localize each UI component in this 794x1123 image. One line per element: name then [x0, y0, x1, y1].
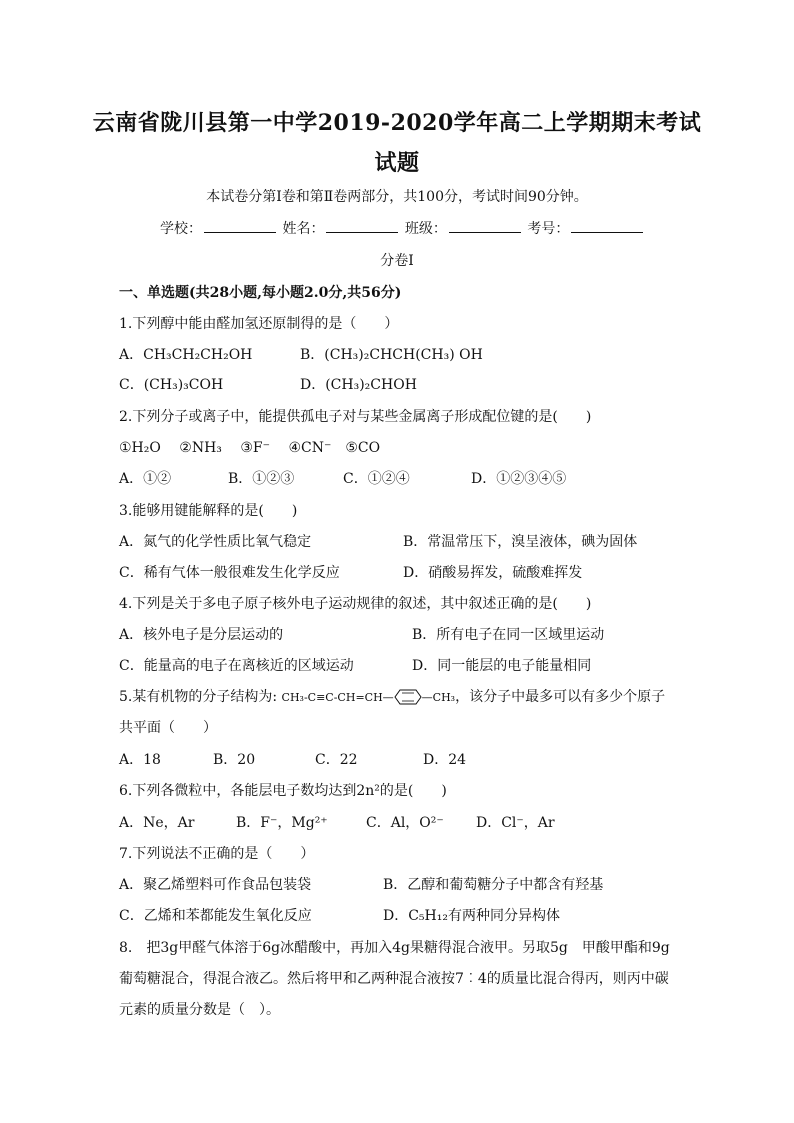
q1-option-a: A．CH₃CH₂CH₂OH	[119, 347, 253, 363]
name-blank[interactable]	[326, 220, 398, 233]
benzene-ring-icon	[394, 689, 422, 705]
q8-line3: 元素的质量分数是（ ）。	[119, 1002, 280, 1018]
q5-option-a: A．18	[119, 752, 161, 768]
q5-structure-left: CH₃-C≡C-CH=CH—	[281, 691, 394, 704]
q7-option-c: C．乙烯和苯都能发生氧化反应	[119, 908, 312, 924]
q6-option-c: C．Al，O²⁻	[366, 815, 444, 831]
q7-option-b: B．乙醇和葡萄糖分子中都含有羟基	[383, 877, 604, 893]
q8-line2: 葡萄糖混合，得混合液乙。然后将甲和乙两种混合液按7︰4的质量比混合得丙，则丙中碳	[119, 971, 669, 987]
section-heading: 一、单选题(共28小题,每小题2.0分,共56分)	[119, 285, 402, 301]
q1-option-c: C．(CH₃)₃COH	[119, 377, 224, 393]
q4-option-c: C．能量高的电子在离核近的区域运动	[119, 658, 354, 674]
q4-option-b: B．所有电子在同一区域里运动	[412, 627, 605, 643]
q6-option-a: A．Ne，Ar	[119, 815, 195, 831]
exam-no-label: 考号：	[527, 221, 570, 237]
q1-option-d: D．(CH₃)₂CHOH	[300, 377, 417, 393]
class-label: 班级：	[404, 221, 447, 237]
q4-option-d: D．同一能层的电子能量相同	[412, 658, 592, 674]
q5-stem-start: 5.某有机物的分子结构为:	[119, 689, 278, 705]
school-blank[interactable]	[204, 220, 276, 233]
q2-option-b: B．①②③	[228, 471, 295, 487]
q3-option-a: A．氮气的化学性质比氧气稳定	[119, 534, 312, 550]
q7-stem: 7.下列说法不正确的是（ ）	[119, 846, 315, 862]
q3-option-b: B．常温常压下，溴呈液体，碘为固体	[403, 534, 638, 550]
q1-stem: 1.下列醇中能由醛加氢还原制得的是（ ）	[119, 316, 399, 332]
q2-stem: 2.下列分子或离子中，能提供孤电子对与某些金属离子形成配位键的是( )	[119, 409, 592, 425]
q5-option-d: D．24	[423, 752, 467, 768]
q5-option-b: B．20	[213, 752, 256, 768]
q6-option-b: B．F⁻，Mg²⁺	[236, 815, 328, 831]
q4-stem: 4.下列是关于多电子原子核外电子运动规律的叙述，其中叙述正确的是( )	[119, 596, 592, 612]
q5-structure-right: —CH₃	[421, 691, 456, 704]
q3-option-d: D．硝酸易挥发，硫酸难挥发	[403, 565, 583, 581]
exam-title-line1: 云南省陇川县第一中学2019-2020学年高二上学期期末考试	[92, 110, 702, 136]
q2-option-d: D．①②③④⑤	[471, 471, 567, 487]
exam-no-blank[interactable]	[571, 220, 643, 233]
class-blank[interactable]	[449, 220, 521, 233]
student-info-fields	[160, 218, 645, 238]
q2-option-a: A．①②	[119, 471, 172, 487]
volume-label: 分卷I	[380, 253, 414, 269]
q5-stem-line2: 共平面（ ）	[119, 720, 217, 736]
q2-species-list: ①H₂O ②NH₃ ③F⁻ ④CN⁻ ⑤CO	[119, 440, 381, 456]
exam-intro: 本试卷分第Ⅰ卷和第Ⅱ卷两部分，共100分，考试时间90分钟。	[206, 189, 588, 205]
q7-option-a: A．聚乙烯塑料可作食品包装袋	[119, 877, 312, 893]
school-label: 学校：	[160, 221, 202, 237]
q8-line1: 8. 把3g甲醛气体溶于6g冰醋酸中，再加入4g果糖得混合液甲。另取5g 甲酸甲酯和9g	[119, 940, 670, 956]
q6-stem: 6.下列各微粒中，各能层电子数均达到2n²的是( )	[119, 783, 447, 799]
q4-option-a: A．核外电子是分层运动的	[119, 627, 284, 643]
q5-stem	[119, 686, 665, 706]
q5-stem-end: ，该分子中最多可以有多少个原子	[455, 689, 666, 705]
q3-option-c: C．稀有气体一般很难发生化学反应	[119, 565, 340, 581]
q3-stem: 3.能够用键能解释的是( )	[119, 503, 298, 519]
q7-option-d: D．C₅H₁₂有两种同分异构体	[383, 908, 560, 924]
q5-option-c: C．22	[315, 752, 358, 768]
q1-option-b: B．(CH₃)₂CHCH(CH₃) OH	[300, 347, 483, 363]
q2-option-c: C．①②④	[343, 471, 410, 487]
q6-option-d: D．Cl⁻，Ar	[476, 815, 555, 831]
exam-title-line2: 试题	[374, 150, 420, 176]
name-label: 姓名：	[282, 221, 325, 237]
